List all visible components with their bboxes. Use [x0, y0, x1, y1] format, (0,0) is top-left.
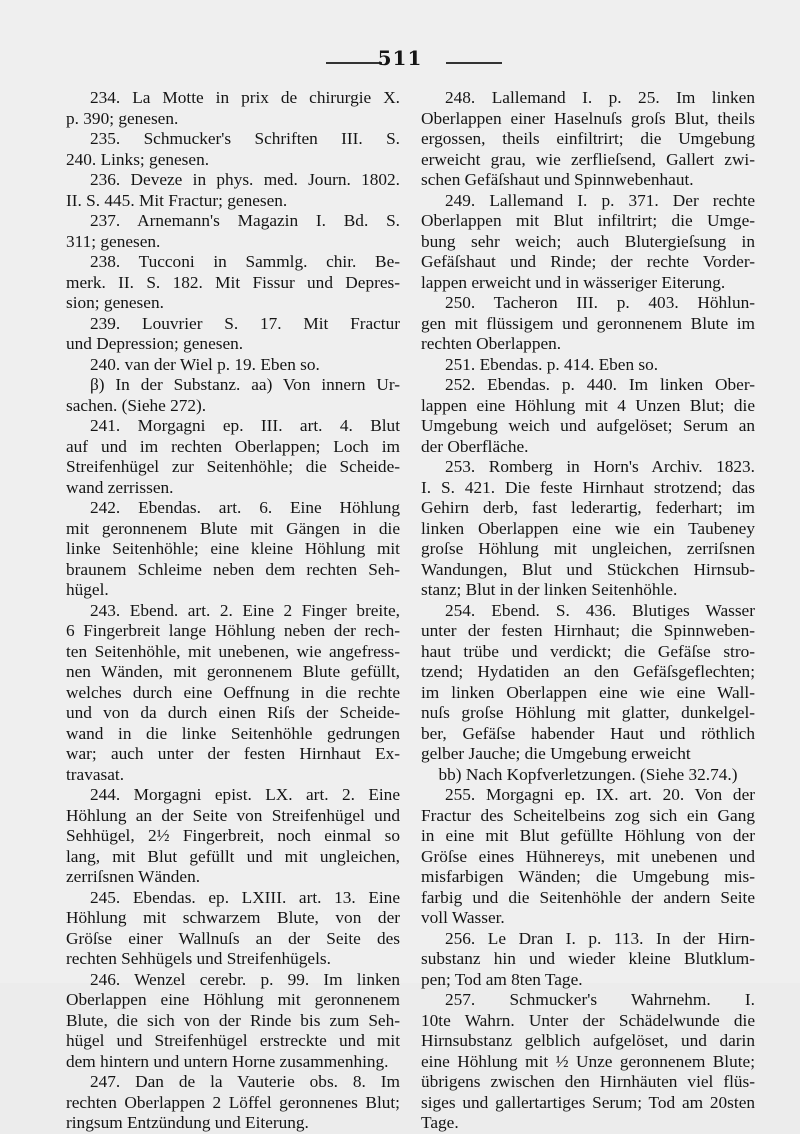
left-column-line: 240. Links; genesen.	[66, 149, 210, 169]
left-column-line: mit geronnenem Blute mit Gängen in die	[66, 518, 400, 538]
left-column-line: welches durch eine Oeffnung in die rechte	[66, 682, 400, 702]
right-column-line: 10te Wahrn. Unter der Schädelwunde die	[421, 1010, 755, 1030]
left-column-line: sion; genesen.	[66, 293, 164, 312]
right-column-line: übrigens zwischen den Hirnhäuten viel flüs-	[421, 1072, 755, 1091]
left-column-line: 6 Fingerbreit lange Höhlung neben der rech-	[66, 621, 400, 640]
left-column	[66, 88, 400, 1134]
left-column-line: Sehhügel, 2½ Fingerbreit, noch einmal so	[66, 826, 400, 845]
right-column-line: im linken Oberlappen eine wie eine Wall-	[421, 682, 755, 702]
header-rule-right	[446, 62, 502, 64]
right-column-line: 255. Morgagni ep. IX. art. 20. Von der	[445, 785, 755, 804]
right-column-line: siges und gallertartiges Serum; Tod am 20sten	[421, 1092, 755, 1112]
left-column-line: 242. Ebendas. art. 6. Eine Höhlung	[90, 498, 400, 517]
right-column-line: voll Wasser.	[421, 908, 505, 927]
right-column-line: lappen erweicht und in wässeriger Eiterung.	[421, 272, 726, 292]
right-column-line: Gröſse eines Hühnereys, mit unebenen und	[421, 846, 755, 866]
left-column-line: 244. Morgagni epist. LX. art. 2. Eine	[90, 785, 400, 804]
left-column-line: 234. La Motte in prix de chirurgie X.	[90, 88, 400, 107]
right-column-line: 257. Schmucker's Wahrnehm. I.	[445, 990, 755, 1009]
left-column-line: und von da durch einen Riſs der Scheide-	[66, 703, 400, 722]
right-column-line: rechten Oberlappen.	[421, 334, 562, 353]
right-column-line: Oberlappen mit Blut infiltrirt; die Umge-	[421, 211, 755, 230]
right-column-line: bb) Nach Kopfverletzungen. (Siehe 32.74.)	[438, 764, 738, 784]
left-column-line: und Depression; genesen.	[66, 334, 244, 353]
right-column-line: nuſs groſse Höhlung mit glatter, dunkelgel-	[421, 703, 755, 722]
left-column-line: braunem Schleime neben dem rechten Seh-	[66, 559, 400, 579]
right-column-line: Hirnsubstanz gelblich aufgelöset, und darin	[421, 1031, 755, 1050]
right-column-line: 254. Ebend. S. 436. Blutiges Wasser	[445, 600, 755, 620]
right-column-line: Tage.	[421, 1113, 459, 1132]
left-column-line: travasat.	[66, 764, 125, 784]
page-number: 511	[377, 46, 423, 70]
right-column-line: ber, Gefäſse habender Haut und röthlich	[421, 723, 755, 743]
right-column-line: farbig und die Seitenhöhle der andern Seite	[421, 887, 755, 907]
left-column-line: linke Seitenhöhle; eine kleine Höhlung mit	[66, 539, 400, 558]
right-column-line: groſse Höhlung mit ungleichen, zerriſsnen	[421, 539, 755, 558]
right-column-line: Fractur des Scheitelbeins zog sich ein Gang	[421, 805, 755, 825]
right-column-line: 250. Tacheron III. p. 403. Höhlun-	[445, 293, 755, 312]
right-column-line: substanz hin und wieder kleine Blutklum-	[421, 949, 755, 968]
right-column-line: 249. Lallemand I. p. 371. Der rechte	[445, 190, 755, 210]
right-column-line: misfarbigen Wänden; die Umgebung mis-	[421, 867, 755, 886]
right-column-line: lappen eine Höhlung mit 4 Unzen Blut; die	[421, 395, 755, 415]
right-column	[421, 88, 755, 1134]
left-column-line: lang, mit Blut gefüllt und mit ungleichen,	[66, 846, 400, 866]
left-column-line: hügel und Streifenhügel erstreckte und mit	[66, 1031, 400, 1050]
left-column-line: dem hintern und untern Horne zusammenhing.	[66, 1051, 389, 1071]
left-column-line: 245. Ebendas. ep. LXIII. art. 13. Eine	[90, 887, 400, 907]
left-column-line: ringsum Entzündung und Eiterung.	[66, 1113, 309, 1132]
left-column-line: zerriſsnen Wänden.	[66, 867, 201, 886]
left-column-line: 239. Louvrier S. 17. Mit Fractur	[90, 313, 400, 333]
left-column-line: auf und im rechten Oberlappen; Loch im	[66, 436, 400, 456]
left-column-line: 247. Dan de la Vauterie obs. 8. Im	[90, 1072, 400, 1091]
left-column-line: hügel.	[66, 580, 109, 599]
right-column-line: 251. Ebendas. p. 414. Eben so.	[445, 354, 659, 374]
left-column-line: wand zerrissen.	[66, 477, 174, 497]
left-column-line: ten Seitenhöhle, mit unebenen, wie angefress-	[66, 641, 400, 661]
left-column-line: Höhlung an der Seite von Streifenhügel und	[66, 805, 400, 825]
left-column-line: 246. Wenzel cerebr. p. 99. Im linken	[90, 969, 400, 989]
right-column-line: erweicht grau, wie zerflieſsend, Gallert zwi-	[421, 149, 755, 169]
right-column-line: bung sehr weich; auch Blutergieſsung in	[421, 231, 755, 251]
left-column-line: merk. II. S. 182. Mit Fissur und Depres-	[66, 272, 400, 292]
right-column-line: stanz; Blut in der linken Seitenhöhle.	[421, 580, 678, 599]
right-column-line: 248. Lallemand I. p. 25. Im linken	[445, 88, 755, 107]
right-column-line: Gehirn derb, fast lederartig, federhart; im	[421, 498, 755, 517]
left-column-line: 236. Deveze in phys. med. Journ. 1802.	[90, 170, 400, 189]
right-column-line: unter der festen Hirnhaut; die Spinnweben-	[421, 621, 755, 640]
right-column-line: ergossen, theils einfiltrirt; die Umgebung	[421, 129, 755, 148]
right-column-line: linken Oberlappen eine wie ein Taubeney	[421, 518, 755, 538]
left-column-line: 237. Arnemann's Magazin I. Bd. S.	[90, 211, 400, 230]
right-column-line: der Oberfläche.	[421, 436, 529, 456]
left-column-line: rechten Sehhügels und Streifenhügels.	[66, 949, 331, 968]
left-column-line: Oberlappen eine Höhlung mit geronnenem	[66, 990, 400, 1009]
right-column-line: I. S. 421. Die feste Hirnhaut strotzend; das	[421, 477, 755, 497]
left-column-line: β) In der Substanz. aa) Von innern Ur-	[90, 375, 400, 394]
left-column-line: p. 390; genesen.	[66, 108, 179, 128]
right-column-line: gen mit flüssigem und geronnenem Blute im	[421, 313, 755, 333]
left-column-line: sachen. (Siehe 272).	[66, 395, 207, 415]
right-column-line: 253. Romberg in Horn's Archiv. 1823.	[445, 457, 755, 476]
left-column-line: 311; genesen.	[66, 231, 161, 251]
left-column-line: wand in die linke Seitenhöhle gedrungen	[66, 723, 400, 743]
left-column-line: Höhlung mit schwarzem Blute, von der	[66, 908, 400, 927]
page-header	[0, 44, 800, 74]
right-column-line: 256. Le Dran I. p. 113. In der Hirn-	[445, 928, 755, 948]
right-column-line: 252. Ebendas. p. 440. Im linken Ober-	[445, 375, 755, 394]
left-column-line: 243. Ebend. art. 2. Eine 2 Finger breite,	[90, 600, 400, 620]
left-column-line: 241. Morgagni ep. III. art. 4. Blut	[90, 416, 400, 435]
right-column-line: tzend; Hydatiden an den Gefäſsgeflechten;	[421, 662, 755, 681]
right-column-line: schen Gefäſshaut und Spinnwebenhaut.	[421, 170, 694, 189]
left-column-line: rechten Oberlappen 2 Löffel geronnenes Blut;	[66, 1092, 400, 1112]
left-column-line: II. S. 445. Mit Fractur; genesen.	[66, 190, 288, 210]
left-column-line: war; auch unter der festen Hirnhaut Ex-	[66, 744, 400, 763]
left-column-line: 240. van der Wiel p. 19. Eben so.	[90, 354, 320, 374]
right-column-line: in eine mit Blut gefüllte Höhlung von der	[421, 826, 755, 845]
right-column-line: Umgebung weich und aufgelöset; Serum an	[421, 416, 755, 435]
left-column-line: 238. Tucconi in Sammlg. chir. Be-	[90, 252, 400, 271]
right-column-line: Gefäſshaut und Rinde; der rechte Vorder-	[421, 252, 755, 271]
right-column-line: pen; Tod am 8ten Tage.	[421, 969, 583, 989]
right-column-line: eine Höhlung mit ½ Unze geronnenem Blute;	[421, 1051, 755, 1071]
left-column-line: 235. Schmucker's Schriften III. S.	[90, 129, 400, 148]
left-column-line: Blute, die sich von der Rinde bis zum Seh-	[66, 1010, 400, 1030]
left-column-line: Streifenhügel zur Seitenhöhle; die Scheide-	[66, 457, 400, 476]
left-column-line: Gröſse einer Wallnuſs an der Seite des	[66, 928, 400, 948]
right-column-line: Wandungen, Blut und Stückchen Hirnsub-	[421, 559, 755, 579]
left-column-line: nen Wänden, mit geronnenem Blute gefüllt,	[66, 662, 400, 681]
right-column-line: gelber Jauche; die Umgebung erweicht	[421, 744, 691, 763]
right-column-line: haut trübe und verdickt; die Gefäſse stro-	[421, 641, 755, 661]
right-column-line: Oberlappen einer Haselnuſs groſs Blut, theils	[421, 108, 755, 128]
